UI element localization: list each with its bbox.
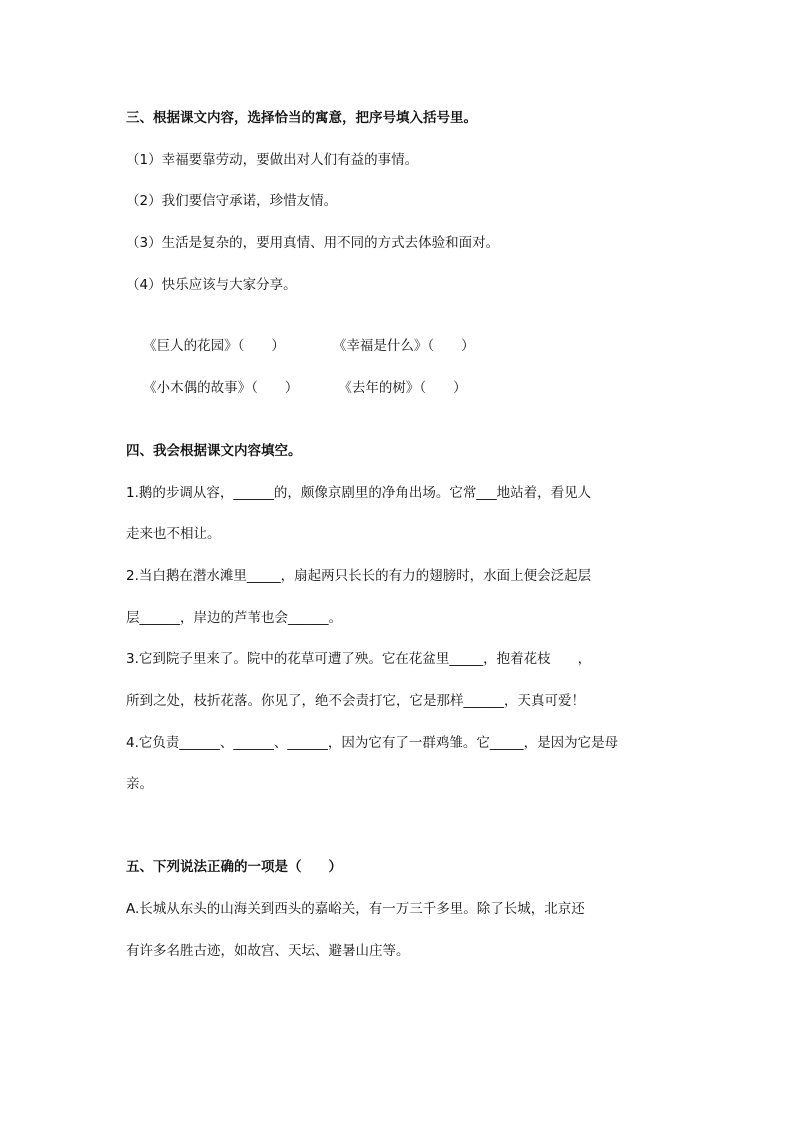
- option-4: （4）快乐应该与大家分享。: [126, 277, 297, 293]
- option-a-continued: 有许多名胜古迹，如故宫、天坛、避暑山庄等。: [126, 943, 410, 959]
- fill-line: 3.它到院子里来了。院中的花草可遭了殃。它在花盆里_____，抱着花枝 ，: [126, 651, 592, 667]
- section-5-heading: 五、下列说法正确的一项是（ ）: [126, 859, 342, 875]
- option-3: （3）生活是复杂的，要用真情、用不同的方式去体验和面对。: [126, 235, 500, 251]
- option-2: （2）我们要信守承诺，珍惜友情。: [126, 193, 338, 209]
- fill-line: 层______，岸边的芦苇也会______。: [126, 610, 342, 626]
- match-item-giant-garden: 《巨人的花园》（ ）: [143, 338, 285, 354]
- match-row: [126, 358, 668, 418]
- fill-line: 所到之处，枝折花落。你见了，绝不会责打它，它是那样______，天真可爱！: [126, 693, 585, 709]
- section-4-heading: 四、我会根据课文内容填空。: [126, 443, 302, 459]
- section-3-heading: 三、根据课文内容，选择恰当的寓意，把序号填入括号里。: [126, 110, 477, 126]
- fill-line: 1.鹅的步调从容，______的，颇像京剧里的净角出场。它常___地站着，看见人: [126, 485, 592, 501]
- fill-line: 4.它负责______、______、______，因为它有了一群鸡雏。它_____，是因为它是母: [126, 735, 619, 751]
- match-item-what-is-happiness: 《幸福是什么》（ ）: [332, 338, 475, 354]
- fill-line: 亲。: [126, 776, 153, 792]
- fill-line: 走来也不相让。: [126, 526, 221, 542]
- fill-line: 2.当白鹅在潜水滩里_____，扇起两只长长的有力的翅膀时，水面上便会泛起层: [126, 568, 592, 584]
- match-item-little-puppet: 《小木偶的故事》（ ）: [143, 380, 299, 396]
- match-item-last-years-tree: 《去年的树》（ ）: [338, 380, 467, 396]
- option-1: （1）幸福要靠劳动，要做出对人们有益的事情。: [126, 152, 419, 168]
- option-a: A.长城从东头的山海关到西头的嘉峪关，有一万三千多里。除了长城，北京还: [126, 901, 585, 917]
